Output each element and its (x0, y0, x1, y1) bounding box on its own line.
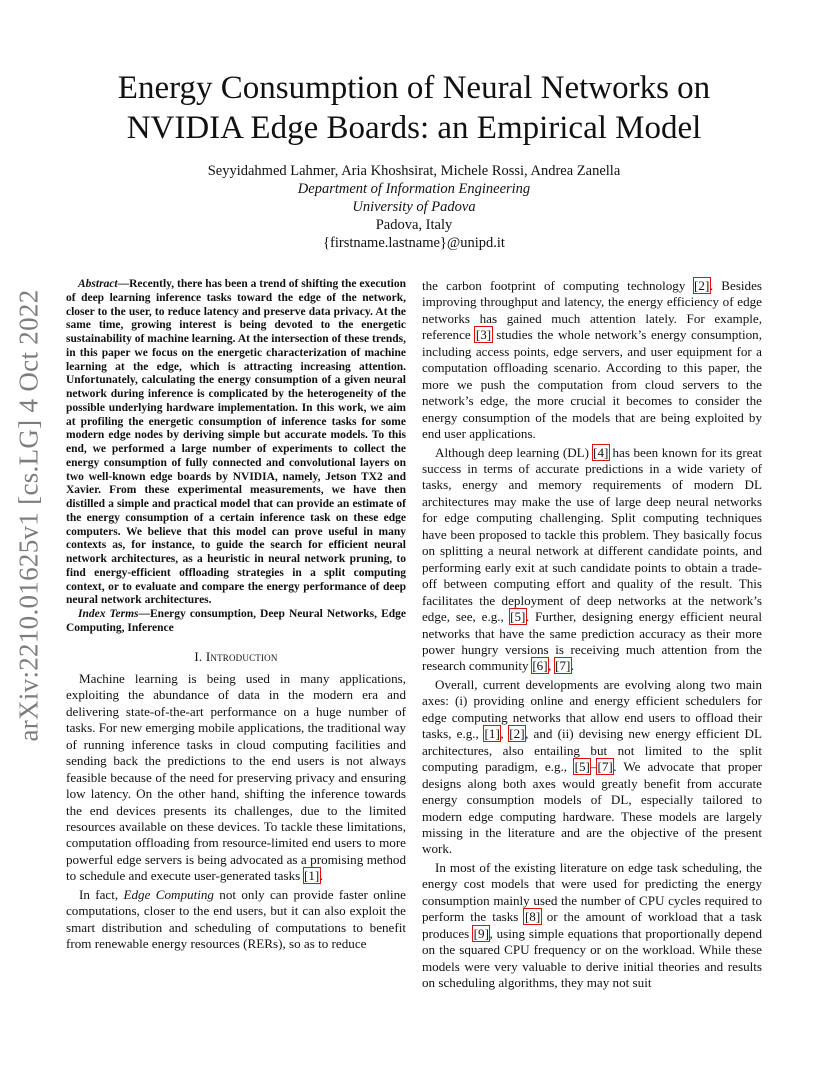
citation-link[interactable]: [3] (475, 327, 492, 343)
citation-link[interactable]: [1] (304, 868, 320, 884)
paragraph (66, 671, 406, 885)
emphasis: Edge Computing (123, 886, 214, 902)
text: has been known for its great success in terms of accurate predictions in a wide variety of tasks, energy and memory requirements of modern DL architectures may make the use of large deep neural networks for edge computing challenging. Split computing techniques have been proposed to tackle this problem. They basically focus on splitting a neural network at different candidate points, and performing early exit at such candidate points to obtain a trade-off between computing effort and quality of the result. This facilitates the deployment of deep networks at the network’s edge, see, e.g., (422, 444, 762, 625)
arxiv-id: arXiv:2210.01625v1 [cs.LG] 4 Oct 2022 (13, 288, 44, 742)
text: . Besides improving throughput and latency, the energy efficiency of edge networks has gained much attention lately. For example, reference (422, 278, 763, 343)
text: not only can provide faster online computations, closer to the end users, but it can also exploit the smart distribution and scheduling of computations to benefit from renewable energy resources (RERs), so as to reduce (66, 886, 406, 952)
index-terms (66, 608, 406, 636)
citation-link[interactable]: [7] (555, 658, 571, 674)
text: . (319, 868, 324, 884)
text: – (590, 759, 597, 775)
section-heading-introduction (66, 649, 406, 665)
text: . (570, 658, 575, 674)
paragraph (422, 860, 762, 992)
text: Although deep learning (DL) (435, 444, 593, 460)
paragraph (66, 887, 406, 953)
text: , and (ii) devising new energy efficient DL architectures, also entailing but not limited to the split computing paradigm, e.g., (422, 726, 762, 775)
citation-link[interactable]: [6] (532, 658, 548, 674)
right-column (422, 278, 762, 993)
text: , using simple equations that proportionally depend on the squared CPU frequency or on the workload. While these models were very valuable to derive initial theories and results on scheduling algorithms, they may not suit (422, 925, 762, 991)
citation-link[interactable]: [1] (484, 726, 500, 742)
text: . Further, designing energy efficient neural networks that have the same prediction accuracy as their more power hungry versions is receiving much attention from the research community (422, 609, 763, 674)
title-line-1: Energy Consumption of Neural Networks on (117, 70, 711, 106)
text: Overall, current developments are evolving along two main axes: (i) providing online and energy efficient schedulers for edge computing networks that allow end users to offload their tasks, e.g., (422, 676, 762, 742)
arxiv-sidebar-stamp (6, 288, 52, 742)
text: , (548, 658, 555, 674)
paper-title (60, 68, 768, 148)
index-terms-text: —Energy consumption, Deep Neural Networks, Edge Computing, Inference (66, 608, 406, 634)
section-number: I. (194, 648, 206, 664)
citation-link[interactable]: [2] (694, 278, 710, 293)
text: . We advocate that proper designs along both axes would greatly benefit from accurate energy consumption models of DL, especially tailored to modern edge computing hardware. These models are largely missing in the literature and are the objective of the present work. (422, 759, 762, 857)
citation-link[interactable]: [9] (473, 925, 489, 941)
section-title: Introduction (205, 648, 278, 664)
index-terms-lead: Index Terms (78, 608, 139, 620)
author-names: Seyyidahmed Lahmer, Aria Khoshsirat, Michele Rossi, Andrea Zanella (207, 163, 621, 179)
text: Machine learning is being used in many applications, exploiting the abundance of data in the modern era and delivering state-of-the-art performance on a huge number of tasks. For new emerging mobile applications, the traditional way of running inference tasks in cloud computing facilities and sending back the predictions to the end users is not always feasible because of the need for preserving privacy and ensuring low latency. On the other hand, shifting the inference towards the end devices presents its challenges, due to the limited resources available on these devices. To tackle these limitations, computation offloading from resource-limited end users to more powerful edge servers is being advocated as a promising method to schedule and execute user-generated tasks (66, 670, 406, 884)
citation-link[interactable]: [5] (510, 609, 526, 625)
university: University of Padova (352, 199, 476, 215)
citation-link[interactable]: [5] (574, 759, 590, 775)
title-line-2: NVIDIA Edge Boards: an Empirical Model (126, 110, 702, 146)
abstract (66, 278, 406, 608)
text: the carbon footprint of computing technology (422, 278, 694, 293)
citation-link[interactable]: [8] (524, 909, 541, 925)
citation-link[interactable]: [2] (509, 726, 525, 742)
paragraph (422, 445, 762, 675)
text: In fact, (79, 886, 124, 902)
abstract-text: —Recently, there has been a trend of shifting the execution of deep learning inference tasks toward the edge of the network, closer to the user, to reduce latency and preserve data privacy. At the same time, growing interest is being devoted to the energetic sustainability of machine learning. At the intersection of these trends, in this paper we focus on the energetic characterization of machine learning at the edge, which is attracting increasing attention. Unfortunately, calculating the energy consumption of a given neural network during inference is complicated by the heterogeneity of the possible underlying hardware implementation. In this work, we aim at profiling the energetic consumption of inference tasks for some modern edge nodes by deriving simple but accurate models. To this end, we performed a large number of experiments to collect the energy consumption of fully connected and convolutional layers on two well-known edge boards by NVIDIA, namely, Jetson TX2 and Xavier. From these experimental measurements, we have then distilled a simple and practical model that can provide an estimate of the energy consumption of a certain inference task on these edge computers. We believe that this model can prove useful in many contexts as, for instance, to guide the search for efficient neural network architectures, as a heuristic in neural network pruning, to find energy-efficient offloading strategies in a split computing context, or to evaluate and compare the energy performance of deep neural network architectures. (66, 278, 406, 607)
abstract-lead: Abstract (78, 278, 118, 290)
citation-link[interactable]: [4] (593, 444, 609, 460)
text: or the amount of workload that a task produces (422, 909, 762, 941)
text: , (500, 726, 509, 742)
author-block (60, 162, 768, 252)
email: {firstname.lastname}@unipd.it (323, 235, 505, 251)
text: studies the whole network’s energy consumption, including access points, edge servers, and user equipment for a computation offloading scenario. According to this paper, the more we push the computation from cloud servers to the network’s edge, the more crucial it becomes to consider the energy consumption of the models that are being exploited by end user applications. (422, 327, 762, 442)
text: In most of the existing literature on edge task scheduling, the energy cost models that were used for predicting the energy consumption mainly used the number of CPU cycles required to perform the tasks (422, 859, 762, 925)
department: Department of Information Engineering (297, 181, 531, 197)
location: Padova, Italy (375, 217, 453, 233)
left-column (66, 278, 406, 955)
paragraph (422, 677, 762, 858)
citation-link[interactable]: [7] (597, 759, 613, 775)
paragraph (422, 278, 762, 443)
